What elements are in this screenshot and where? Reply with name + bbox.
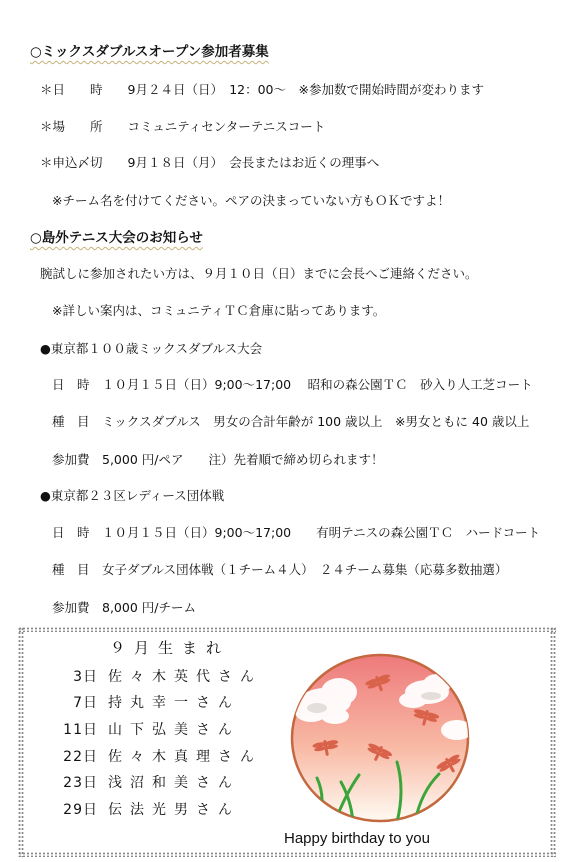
birthday-day: 7日: [73, 695, 98, 711]
birthday-day: 23日: [63, 775, 98, 791]
border-bottom: [18, 852, 556, 857]
birthday-entry: [58, 748, 262, 766]
border-top: [18, 627, 556, 632]
birthday-name: 佐々木英代さん: [108, 669, 262, 685]
birthday-name: 持丸幸一さん: [108, 695, 240, 711]
tournament-intro: 腕試しに参加されたい方は、９月１０日（日）までに会長へご連絡ください。: [40, 266, 478, 281]
event1-fee: 参加費 5,000 円/ペア 注）先着順で締め切られます！: [52, 452, 384, 467]
event1-datetime: 日 時 １０月１５日（日）9;00～17;00 昭和の森公園ＴＣ 砂入り人工芝コート: [52, 377, 533, 392]
dragonfly-sunset-icon: [287, 650, 473, 825]
birthday-day: 22日: [63, 749, 98, 765]
birthday-entry: [58, 774, 240, 792]
event1-title: ●東京都１００歳ミックスダブルス大会: [40, 341, 263, 356]
birthday-name: 浅沼和美さん: [108, 775, 240, 791]
birthday-name: 佐々木真理さん: [108, 749, 262, 765]
mixed-open-date-line: ＊日 時 9月２４日（日） 12：00～ ※参加数で開始時間が変わります: [40, 82, 484, 97]
birthday-name: 山下弘美さん: [108, 722, 240, 738]
event2-title: ●東京都２３区レディース団体戦: [40, 488, 225, 503]
border-right: [550, 627, 556, 857]
birthday-day: 11日: [63, 722, 98, 738]
birthday-title: ９月生まれ: [110, 639, 231, 657]
birthday-day: 29日: [63, 802, 98, 818]
birthday-day: 3日: [73, 669, 98, 685]
section-title-outside-tournaments: ○島外テニス大会のお知らせ: [30, 230, 203, 246]
mixed-open-note: ※チーム名を付けてください。ペアの決まっていない方もＯＫですよ！: [52, 193, 450, 208]
birthday-entry: [58, 668, 262, 686]
event2-datetime: 日 時 １０月１５日（日）9;00～17;00 有明テニスの森公園ＴＣ ハードコート: [52, 525, 541, 540]
birthday-entry: [58, 721, 240, 739]
section-title-mixed-doubles-open: ○ミックスダブルスオープン参加者募集: [30, 44, 269, 60]
mixed-open-deadline-line: ＊申込〆切 9月１８日（月） 会長またはお近くの理事へ: [40, 155, 380, 170]
birthday-entry: [58, 801, 240, 819]
birthday-entry: [58, 694, 240, 712]
border-left: [18, 627, 24, 857]
event1-category: 種 目 ミックスダブルス 男女の合計年齢が 100 歳以上 ※男女ともに 40 歳以上: [52, 414, 530, 429]
event2-fee: 参加費 8,000 円/チーム: [52, 600, 196, 615]
mixed-open-place-line: ＊場 所 コミュニティセンターテニスコート: [40, 119, 326, 134]
tournament-note: ※詳しい案内は、コミュニティＴＣ倉庫に貼ってあります。: [52, 303, 386, 318]
event2-category: 種 目 女子ダブルス団体戦（１チーム４人） ２４チーム募集（応募多数抽選）: [52, 562, 508, 577]
birthday-name: 伝法光男さん: [108, 802, 240, 818]
birthday-caption: Happy birthday to you: [284, 830, 430, 847]
